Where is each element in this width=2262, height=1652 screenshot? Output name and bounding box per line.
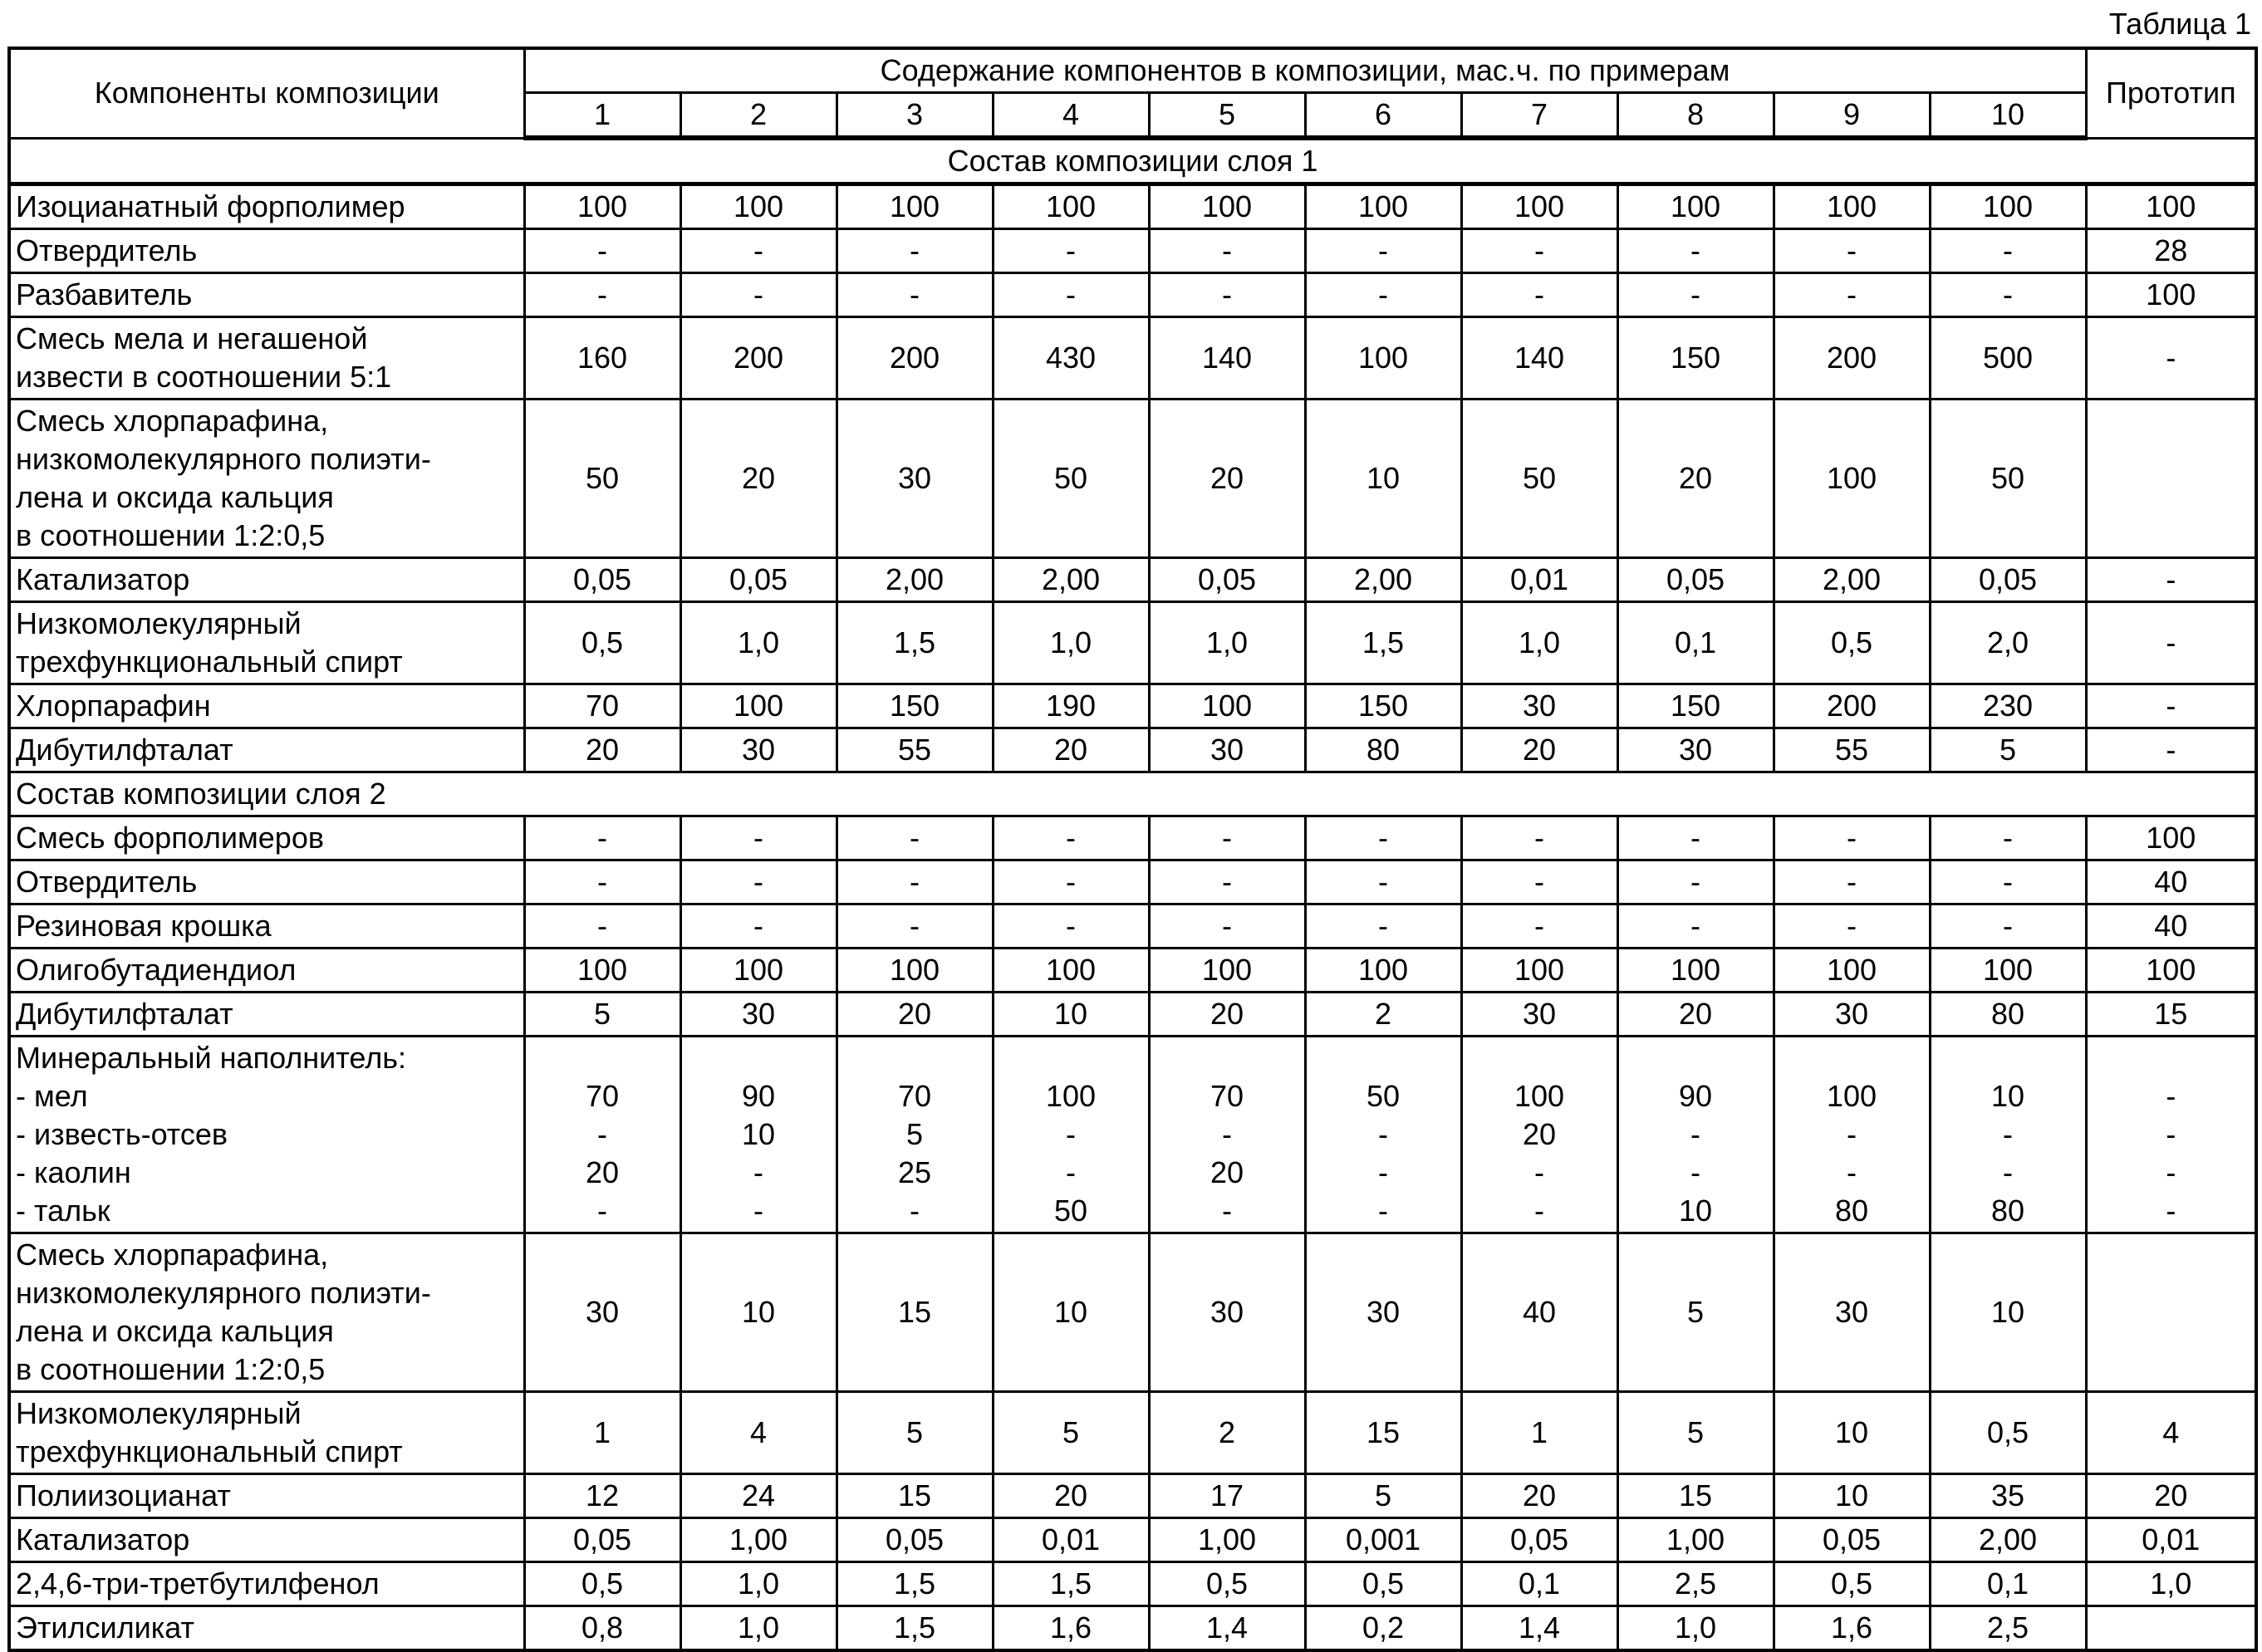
value-cell: - (1149, 273, 1305, 317)
component-label: Олигобутадиендиол (9, 949, 524, 993)
value-cell: 1,0 (993, 602, 1149, 684)
value-cell: 0,05 (524, 1518, 680, 1562)
value-cell: - (1774, 860, 1930, 904)
value-cell: - (993, 816, 1149, 860)
component-label: Смесь хлорпарафина, низкомолекулярного полиэти- лена и оксида кальция в соотношении 1:2:0,5 (9, 1233, 524, 1392)
value-cell: 140 (1461, 317, 1617, 400)
value-cell: - (524, 229, 680, 273)
value-cell: 24 (680, 1474, 837, 1518)
value-cell: 2,00 (837, 558, 993, 602)
value-cell: - (680, 816, 837, 860)
component-label: Катализатор (9, 558, 524, 602)
value-cell: 50 (1930, 400, 2086, 558)
value-cell: 2,00 (1305, 558, 1461, 602)
value-cell: 1,0 (1461, 602, 1617, 684)
value-cell: 35 (1930, 1474, 2086, 1518)
value-cell: 2,5 (1617, 1562, 1774, 1606)
value-cell: 10 (1774, 1392, 1930, 1474)
table-caption: Таблица 1 (2108, 7, 2251, 41)
value-cell: 100 (1305, 184, 1461, 229)
value-cell: 230 (1930, 684, 2086, 728)
table-row (9, 949, 2256, 993)
value-cell: 150 (1617, 684, 1774, 728)
value-cell: 5 (837, 1392, 993, 1474)
value-cell: 100 (993, 949, 1149, 993)
prototype-cell: 100 (2086, 949, 2256, 993)
value-cell: 30 (1617, 728, 1774, 772)
value-cell: - (524, 860, 680, 904)
value-cell: 100 (1617, 184, 1774, 229)
value-cell: 90 - - 10 (1617, 1037, 1774, 1233)
table-row (9, 1037, 2256, 1233)
value-cell: 1,00 (1149, 1518, 1305, 1562)
value-cell: 30 (524, 1233, 680, 1392)
value-cell: 0,5 (1305, 1562, 1461, 1606)
value-cell: - (993, 229, 1149, 273)
value-cell: 20 (993, 1474, 1149, 1518)
value-cell: - (1774, 229, 1930, 273)
value-cell: 15 (837, 1233, 993, 1392)
value-cell: 10 (1774, 1474, 1930, 1518)
value-cell: - (1461, 273, 1617, 317)
table-row (9, 273, 2256, 317)
value-cell: 100 (1617, 949, 1774, 993)
value-cell: 2 (1305, 993, 1461, 1037)
value-cell: 150 (837, 684, 993, 728)
value-cell: 30 (1305, 1233, 1461, 1392)
value-cell: - (837, 816, 993, 860)
prototype-cell: - - - - (2086, 1037, 2256, 1233)
value-cell: 20 (1617, 400, 1774, 558)
value-cell: 100 (1305, 317, 1461, 400)
value-cell: - (1774, 904, 1930, 949)
component-label: Смесь форполимеров (9, 816, 524, 860)
prototype-cell: - (2086, 602, 2256, 684)
value-cell: 50 - - - (1305, 1037, 1461, 1233)
value-cell: - (524, 904, 680, 949)
value-cell: 10 (993, 1233, 1149, 1392)
value-cell: 30 (1774, 1233, 1930, 1392)
value-cell: 10 (993, 993, 1149, 1037)
table-row (9, 229, 2256, 273)
value-cell: 55 (837, 728, 993, 772)
header-example-1: 1 (524, 93, 680, 139)
value-cell: 55 (1774, 728, 1930, 772)
value-cell: 12 (524, 1474, 680, 1518)
table-row (9, 602, 2256, 684)
value-cell: 0,8 (524, 1606, 680, 1651)
section-row (9, 772, 2256, 816)
component-label: 2,4,6-три-третбутилфенол (9, 1562, 524, 1606)
value-cell: 4 (680, 1392, 837, 1474)
value-cell: 0,05 (524, 558, 680, 602)
prototype-cell: 15 (2086, 993, 2256, 1037)
section-header: Состав композиции слоя 2 (9, 772, 2256, 816)
value-cell: 500 (1930, 317, 2086, 400)
value-cell: 100 (680, 184, 837, 229)
value-cell: 5 (1617, 1392, 1774, 1474)
value-cell: 0,001 (1305, 1518, 1461, 1562)
value-cell: 17 (1149, 1474, 1305, 1518)
value-cell: 0,05 (1617, 558, 1774, 602)
value-cell: 10 (1305, 400, 1461, 558)
value-cell: 5 (1617, 1233, 1774, 1392)
value-cell: 100 (524, 184, 680, 229)
value-cell: - (680, 229, 837, 273)
value-cell: - (1305, 273, 1461, 317)
value-cell: - (1617, 229, 1774, 273)
value-cell: 40 (1461, 1233, 1617, 1392)
prototype-cell: 100 (2086, 816, 2256, 860)
prototype-cell (2086, 1233, 2256, 1392)
table-row (9, 184, 2256, 229)
table-row (9, 1233, 2256, 1392)
value-cell: 0,2 (1305, 1606, 1461, 1651)
table-row (9, 1518, 2256, 1562)
value-cell: 0,5 (524, 602, 680, 684)
value-cell: 5 (1305, 1474, 1461, 1518)
value-cell: - (1930, 904, 2086, 949)
value-cell: - (1149, 229, 1305, 273)
value-cell: 20 (1461, 1474, 1617, 1518)
value-cell: 1,4 (1149, 1606, 1305, 1651)
value-cell: - (1305, 229, 1461, 273)
component-label: Дибутилфталат (9, 728, 524, 772)
value-cell: - (1149, 816, 1305, 860)
value-cell: - (993, 904, 1149, 949)
component-label: Разбавитель (9, 273, 524, 317)
value-cell: 50 (1461, 400, 1617, 558)
value-cell: 2,00 (1774, 558, 1930, 602)
value-cell: 30 (1149, 728, 1305, 772)
value-cell: 100 20 - - (1461, 1037, 1617, 1233)
value-cell: - (1617, 904, 1774, 949)
value-cell: 100 (1461, 184, 1617, 229)
value-cell: 0,05 (680, 558, 837, 602)
table-row (9, 1392, 2256, 1474)
value-cell: 0,05 (1930, 558, 2086, 602)
value-cell: - (1617, 860, 1774, 904)
value-cell: 1,5 (993, 1562, 1149, 1606)
value-cell: - (1461, 860, 1617, 904)
value-cell: - (993, 273, 1149, 317)
prototype-cell: 100 (2086, 184, 2256, 229)
value-cell: 0,01 (1461, 558, 1617, 602)
header-content-column: Содержание компонентов в композиции, мас.ч. по примерам (524, 48, 2086, 93)
value-cell: - (1461, 904, 1617, 949)
value-cell: - (1461, 229, 1617, 273)
value-cell: 100 (680, 949, 837, 993)
table-body (9, 138, 2256, 1650)
value-cell: - (993, 860, 1149, 904)
value-cell: 0,05 (837, 1518, 993, 1562)
value-cell: 1,6 (993, 1606, 1149, 1651)
header-example-3: 3 (837, 93, 993, 139)
value-cell: 200 (1774, 684, 1930, 728)
prototype-cell: 4 (2086, 1392, 2256, 1474)
value-cell: 0,1 (1617, 602, 1774, 684)
value-cell: 100 (1149, 684, 1305, 728)
value-cell: 100 (1930, 184, 2086, 229)
value-cell: 1,0 (680, 1606, 837, 1651)
value-cell: - (524, 273, 680, 317)
value-cell: - (1930, 273, 2086, 317)
value-cell: 100 (1774, 400, 1930, 558)
prototype-cell: 100 (2086, 273, 2256, 317)
component-label: Низкомолекулярный трехфункциональный спирт (9, 602, 524, 684)
value-cell: - (1305, 860, 1461, 904)
value-cell: 1,0 (680, 602, 837, 684)
value-cell: 1,0 (1617, 1606, 1774, 1651)
value-cell: 0,5 (1149, 1562, 1305, 1606)
table-row (9, 558, 2256, 602)
value-cell: 30 (680, 993, 837, 1037)
value-cell: 10 - - 80 (1930, 1037, 2086, 1233)
value-cell: 5 (1930, 728, 2086, 772)
table-row (9, 684, 2256, 728)
value-cell: 2,00 (1930, 1518, 2086, 1562)
value-cell: 30 (680, 728, 837, 772)
header-example-6: 6 (1305, 93, 1461, 139)
value-cell: 70 5 25 - (837, 1037, 993, 1233)
table-row (9, 728, 2256, 772)
value-cell: 80 (1930, 993, 2086, 1037)
value-cell: 100 (1149, 184, 1305, 229)
table-row (9, 400, 2256, 558)
prototype-cell: 28 (2086, 229, 2256, 273)
value-cell: - (1149, 904, 1305, 949)
value-cell: - (1930, 229, 2086, 273)
value-cell: 0,5 (1930, 1392, 2086, 1474)
value-cell: 20 (837, 993, 993, 1037)
value-cell: 0,5 (524, 1562, 680, 1606)
value-cell: - (1305, 904, 1461, 949)
value-cell: 1,5 (837, 1606, 993, 1651)
value-cell: - (1305, 816, 1461, 860)
value-cell: 30 (1774, 993, 1930, 1037)
table-row (9, 1474, 2256, 1518)
value-cell: - (680, 904, 837, 949)
value-cell: 1,00 (1617, 1518, 1774, 1562)
component-label: Хлорпарафин (9, 684, 524, 728)
value-cell: 0,01 (993, 1518, 1149, 1562)
value-cell: - (680, 273, 837, 317)
value-cell: 0,1 (1930, 1562, 2086, 1606)
value-cell: 2,0 (1930, 602, 2086, 684)
value-cell: 0,05 (1461, 1518, 1617, 1562)
value-cell: 20 (524, 728, 680, 772)
value-cell: 100 - - 80 (1774, 1037, 1930, 1233)
value-cell: 20 (1461, 728, 1617, 772)
value-cell: 90 10 - - (680, 1037, 837, 1233)
value-cell: 100 (1774, 949, 1930, 993)
header-example-9: 9 (1774, 93, 1930, 139)
value-cell: - (524, 816, 680, 860)
header-row-top (9, 48, 2256, 93)
value-cell: 200 (680, 317, 837, 400)
table-header (9, 48, 2256, 138)
value-cell: - (1149, 860, 1305, 904)
header-example-10: 10 (1930, 93, 2086, 139)
value-cell: 430 (993, 317, 1149, 400)
value-cell: - (837, 273, 993, 317)
value-cell: 160 (524, 317, 680, 400)
table-row (9, 1562, 2256, 1606)
header-example-8: 8 (1617, 93, 1774, 139)
value-cell: 20 (1149, 993, 1305, 1037)
value-cell: - (837, 860, 993, 904)
value-cell: 150 (1305, 684, 1461, 728)
value-cell: - (837, 904, 993, 949)
table-row (9, 860, 2256, 904)
value-cell: 190 (993, 684, 1149, 728)
value-cell: 1,5 (837, 1562, 993, 1606)
value-cell: 1,5 (837, 602, 993, 684)
header-components-column: Компоненты композиции (9, 48, 524, 138)
value-cell: 20 (1617, 993, 1774, 1037)
value-cell: - (1617, 273, 1774, 317)
value-cell: 2 (1149, 1392, 1305, 1474)
value-cell: 70 - 20 - (1149, 1037, 1305, 1233)
value-cell: 30 (1461, 684, 1617, 728)
table-row (9, 993, 2256, 1037)
value-cell: - (837, 229, 993, 273)
header-prototype-column: Прототип (2086, 48, 2256, 138)
value-cell: 140 (1149, 317, 1305, 400)
value-cell: 0,05 (1149, 558, 1305, 602)
value-cell: 30 (837, 400, 993, 558)
component-label: Минеральный наполнитель: - мел - известь-отсев - каолин - тальк (9, 1037, 524, 1233)
value-cell: 5 (524, 993, 680, 1037)
table-row (9, 904, 2256, 949)
value-cell: 100 (1461, 949, 1617, 993)
value-cell: - (1930, 816, 2086, 860)
prototype-cell: 40 (2086, 860, 2256, 904)
value-cell: 5 (993, 1392, 1149, 1474)
value-cell: - (1774, 273, 1930, 317)
value-cell: 100 - - 50 (993, 1037, 1149, 1233)
component-label: Смесь мела и негашеной извести в соотношении 5:1 (9, 317, 524, 400)
component-label: Смесь хлорпарафина, низкомолекулярного полиэти- лена и оксида кальция в соотношении 1:2:0,5 (9, 400, 524, 558)
value-cell: 15 (837, 1474, 993, 1518)
value-cell: 200 (837, 317, 993, 400)
value-cell: 10 (1930, 1233, 2086, 1392)
value-cell: 80 (1305, 728, 1461, 772)
value-cell: 2,5 (1930, 1606, 2086, 1651)
composition-table (7, 47, 2258, 1652)
table-row (9, 1606, 2256, 1651)
value-cell: 100 (524, 949, 680, 993)
value-cell: 100 (993, 184, 1149, 229)
component-label: Дибутилфталат (9, 993, 524, 1037)
prototype-cell: 20 (2086, 1474, 2256, 1518)
value-cell: 100 (1930, 949, 2086, 993)
value-cell: 2,00 (993, 558, 1149, 602)
prototype-cell (2086, 1606, 2256, 1651)
value-cell: 100 (1149, 949, 1305, 993)
prototype-cell: - (2086, 728, 2256, 772)
value-cell: 1,0 (680, 1562, 837, 1606)
value-cell: 100 (1774, 184, 1930, 229)
value-cell: 0,5 (1774, 602, 1930, 684)
value-cell: 15 (1305, 1392, 1461, 1474)
prototype-cell (2086, 400, 2256, 558)
value-cell: 1,5 (1305, 602, 1461, 684)
value-cell: 20 (1149, 400, 1305, 558)
value-cell: 20 (680, 400, 837, 558)
prototype-cell: - (2086, 684, 2256, 728)
value-cell: 30 (1149, 1233, 1305, 1392)
value-cell: 1 (1461, 1392, 1617, 1474)
prototype-cell: 1,0 (2086, 1562, 2256, 1606)
header-example-2: 2 (680, 93, 837, 139)
component-label: Полиизоцианат (9, 1474, 524, 1518)
table-row (9, 816, 2256, 860)
value-cell: 70 - 20 - (524, 1037, 680, 1233)
header-example-4: 4 (993, 93, 1149, 139)
prototype-cell: 40 (2086, 904, 2256, 949)
value-cell: 100 (837, 949, 993, 993)
section-header: Состав композиции слоя 1 (9, 138, 2256, 184)
value-cell: 1,00 (680, 1518, 837, 1562)
value-cell: - (1930, 860, 2086, 904)
value-cell: 0,05 (1774, 1518, 1930, 1562)
value-cell: 200 (1774, 317, 1930, 400)
value-cell: 10 (680, 1233, 837, 1392)
value-cell: 1,4 (1461, 1606, 1617, 1651)
value-cell: 1 (524, 1392, 680, 1474)
prototype-cell: - (2086, 558, 2256, 602)
component-label: Отвердитель (9, 229, 524, 273)
value-cell: 100 (680, 684, 837, 728)
value-cell: 15 (1617, 1474, 1774, 1518)
component-label: Этилсиликат (9, 1606, 524, 1651)
value-cell: 100 (1305, 949, 1461, 993)
value-cell: 0,5 (1774, 1562, 1930, 1606)
value-cell: 100 (837, 184, 993, 229)
header-example-7: 7 (1461, 93, 1617, 139)
value-cell: - (1617, 816, 1774, 860)
component-label: Катализатор (9, 1518, 524, 1562)
table-row (9, 317, 2256, 400)
value-cell: 0,1 (1461, 1562, 1617, 1606)
value-cell: 50 (993, 400, 1149, 558)
value-cell: 70 (524, 684, 680, 728)
value-cell: 20 (993, 728, 1149, 772)
value-cell: - (680, 860, 837, 904)
value-cell: 150 (1617, 317, 1774, 400)
value-cell: - (1461, 816, 1617, 860)
prototype-cell: - (2086, 317, 2256, 400)
header-example-5: 5 (1149, 93, 1305, 139)
value-cell: 1,0 (1149, 602, 1305, 684)
section-row (9, 138, 2256, 184)
component-label: Низкомолекулярный трехфункциональный спирт (9, 1392, 524, 1474)
value-cell: 50 (524, 400, 680, 558)
value-cell: 30 (1461, 993, 1617, 1037)
component-label: Резиновая крошка (9, 904, 524, 949)
value-cell: - (1774, 816, 1930, 860)
component-label: Отвердитель (9, 860, 524, 904)
component-label: Изоцианатный форполимер (9, 184, 524, 229)
prototype-cell: 0,01 (2086, 1518, 2256, 1562)
value-cell: 1,6 (1774, 1606, 1930, 1651)
